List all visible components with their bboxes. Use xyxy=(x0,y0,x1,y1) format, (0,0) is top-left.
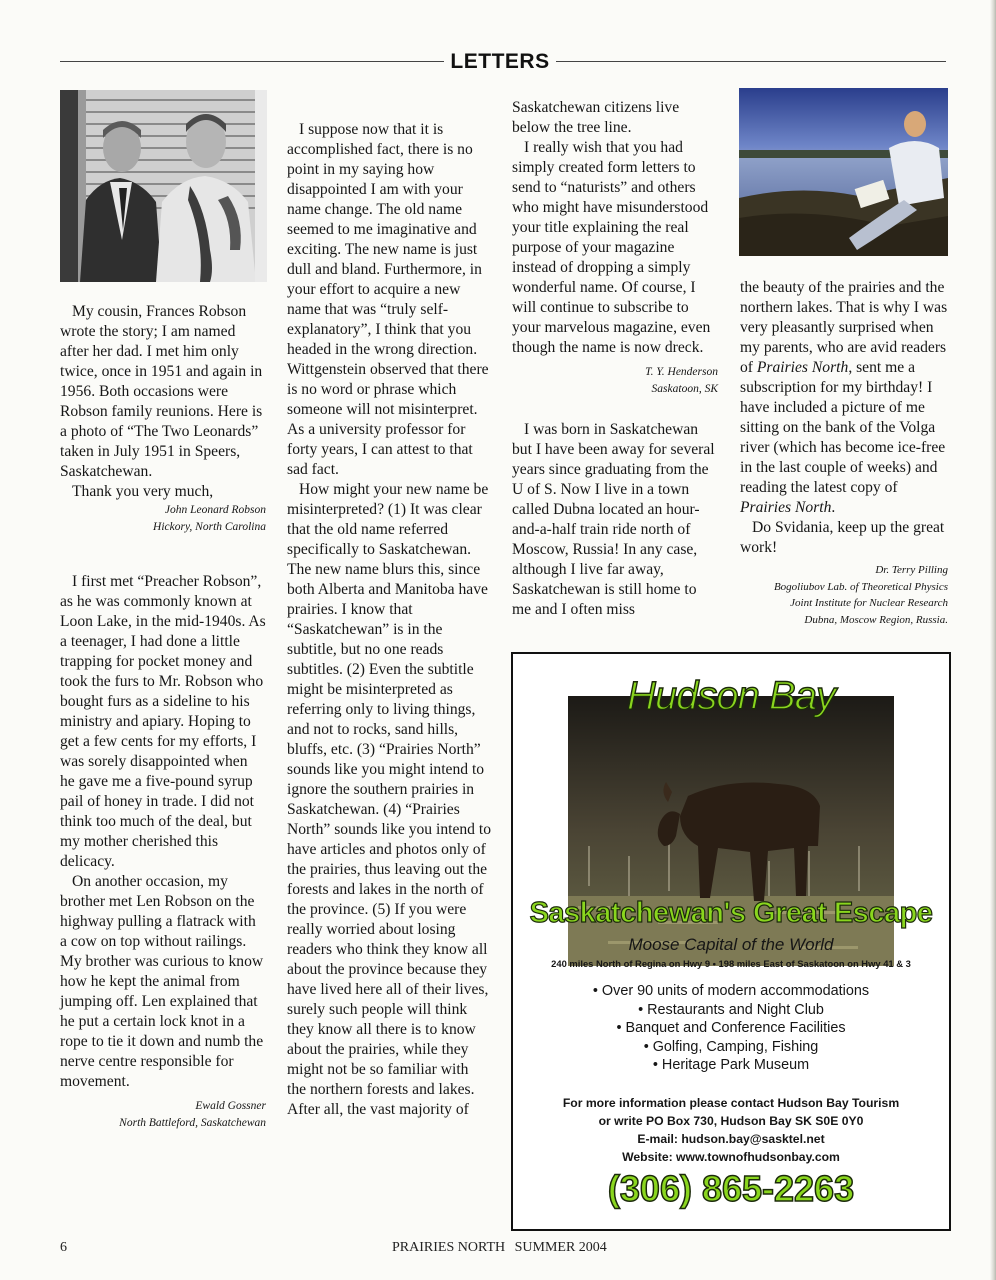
two-leonards-photo-image xyxy=(60,90,267,282)
signature-place: Hickory, North Carolina xyxy=(153,521,266,533)
letter-gossner xyxy=(60,572,266,1132)
ad-contact-line: For more information please contact Hudson Bay Tourism xyxy=(562,1096,900,1110)
two-leonards-photo xyxy=(60,90,267,282)
ad-contact-info xyxy=(513,1094,949,1166)
signature-place: North Battleford, Saskatchewan xyxy=(119,1117,266,1129)
header-rule-left xyxy=(60,61,444,62)
letter-paragraph: I suppose now that it is accomplished fact, there is no point in my saying how disappointed I am with your name change. The old name seemed to me imaginative and exciting. The new name is just dull and bland. Furthermore, in your effort to acquire a new name that was “truly self-explanatory”, I think that you headed in the wrong direction. Wittgenstein observed that there is no word or phrase which someone will not misinterpret. As a university professor for forty years, I can attest to that sad fact. xyxy=(287,121,489,478)
ad-distances: 240 miles North of Regina on Hwy 9 • 198 miles East of Saskatoon on Hwy 41 & 3 xyxy=(551,958,911,969)
section-title: LETTERS xyxy=(450,50,550,73)
signature-line: Joint Institute for Nuclear Research xyxy=(790,597,948,609)
column-3 xyxy=(512,98,718,620)
volga-river-photo-image xyxy=(739,88,948,256)
signature-place: Saskatoon, SK xyxy=(651,383,718,395)
letter-paragraph: I first met “Preacher Robson”, as he was commonly known at Loon Lake, in the mid-1940s. As a teenager, I had done a little trapping for pocket money and took the furs to Mr. Robson who bought furs as a sideline to his ministry and apiary. Hoping to get a few cents for my efforts, I was sorely disappointed when he gave me a five-pound syrup pail of honey in trade. I did not think too much of the deal, but my mother cherished this delicacy. xyxy=(60,573,266,870)
ad-feature-item: • Heritage Park Museum xyxy=(652,1057,810,1074)
letter-paragraph: On another occasion, my brother met Len Robson on the highway pulling a flatrack with a cow on top without railings. My brother was curious to know how he kept the animal from jumping off. Len explained that he put a certain lock knot in a rope to tie it down and numb the nerve centre responsible for movement. xyxy=(60,873,264,1090)
signature-line: Dr. Terry Pilling xyxy=(875,564,948,576)
letter-robson xyxy=(60,302,266,536)
letter-paragraph: I really wish that you had simply created form letters to send to “naturists” and others who might have misunderstood your title explaining the real purpose of your magazine instead of dropping a simply wonderful name. Of course, I will continue to subscribe to your marvelous magazine, even though the name is now dreck. xyxy=(512,139,711,356)
column-1 xyxy=(60,302,266,1132)
page-number: 6 xyxy=(60,1240,67,1255)
letter-paragraph: Do Svidania, keep up the great work! xyxy=(740,519,945,556)
ad-feature-item: • Over 90 units of modern accommodations xyxy=(592,983,870,999)
letter-paragraph: Saskatchewan citizens live below the tree line. xyxy=(512,99,680,136)
signature-name: T. Y. Henderson xyxy=(645,366,718,378)
footer-publication xyxy=(392,1240,607,1256)
letter-paragraph: My cousin, Frances Robson wrote the story; I am named after her dad. I met him only twice, once in 1951 and again in 1956. Both occasions were Robson family reunions. Here is a photo of “The Two Leonards” taken in July 1951 in Speers, Saskatchewan. xyxy=(60,303,263,480)
ad-phone-number[interactable]: (306) 865-2263 xyxy=(607,1168,855,1209)
ad-tagline: Saskatchewan's Great Escape xyxy=(529,897,933,929)
letter-separator xyxy=(512,398,718,420)
volga-river-photo xyxy=(739,88,948,256)
letter-paragraph: How might your new name be misinterpreted? (1) It was clear that the old name referred specifically to Saskatchewan. The new name blurs this, since both Alberta and Manitoba have prairies. I know that “Saskatchewan” is in the subtitle, but no one reads subtitles. (2) Even the subtitle might be misinterpreted as referring only to living things, and not to rocks, sand hills, bluffs, etc. (3) “Prairies North” sounds like you might intend to ignore the southern prairies in Saskatchewan. (4) “Prairies North” sounds like you intend to have articles and photos only of the prairies, thus leaving out the forests and lakes in the north of the province. (5) If you were really worried about losing readers who think they know all about the province because they have lived here all of their lives, surely such people will think they know all there is to know about the prairies, while they might not be so familiar with the northern forests and lakes. After all, the vast majority of xyxy=(287,481,491,1118)
header-rule-right xyxy=(556,61,946,62)
ad-subtitle: Moose Capital of the World xyxy=(628,935,834,954)
issue-label: SUMMER 2004 xyxy=(514,1240,607,1255)
letter-separator xyxy=(60,536,266,572)
letter-henderson xyxy=(287,120,491,1120)
signature-line: Bogoliubov Lab. of Theoretical Physics xyxy=(773,580,948,593)
ad-feature-item: • Golfing, Camping, Fishing xyxy=(643,1038,819,1055)
publication-name: PRAIRIES NORTH xyxy=(392,1240,506,1255)
signature-name: John Leonard Robson xyxy=(164,504,266,516)
ad-feature-item: • Restaurants and Night Club xyxy=(638,1001,824,1018)
ad-email[interactable]: E-mail: hudson.bay@sasktel.net xyxy=(637,1132,825,1146)
signature-line: Dubna, Moscow Region, Russia. xyxy=(804,613,948,626)
letter-paragraph: I was born in Saskatchewan but I have been away for several years since graduating from the U of S. Now I live in a town called Dubna located an hour-and-a-half train ride north of Moscow, Russia! In any case, although I live far away, Saskatchewan is still home to me and I often miss xyxy=(512,421,715,618)
scan-edge xyxy=(990,0,996,1280)
column-2 xyxy=(287,120,491,1120)
ad-features-list xyxy=(513,982,949,1075)
signature-name: Ewald Gossner xyxy=(195,1100,266,1112)
ad-contact-line: or write PO Box 730, Hudson Bay SK S0E 0Y0 xyxy=(598,1114,864,1128)
ad-title: Hudson Bay xyxy=(627,674,835,718)
letter-paragraph: Thank you very much, xyxy=(72,483,214,500)
column-4 xyxy=(740,278,948,628)
letter-pilling xyxy=(512,420,718,620)
ad-feature-item: • Banquet and Conference Facilities xyxy=(616,1020,846,1037)
hudson-bay-advertisement xyxy=(511,652,951,1231)
ad-website[interactable]: Website: www.townofhudsonbay.com xyxy=(622,1150,840,1164)
letter-paragraph: the beauty of the prairies and the northern lakes. That is why I was very pleasantly surprised when my parents, who are avid readers of Prairies North, sent me a subscription for my birthday! I have included a picture of me sitting on the bank of the Volga river (which has become ice-free in the last couple of weeks) and reading the latest copy of Prairies North. xyxy=(740,279,948,516)
